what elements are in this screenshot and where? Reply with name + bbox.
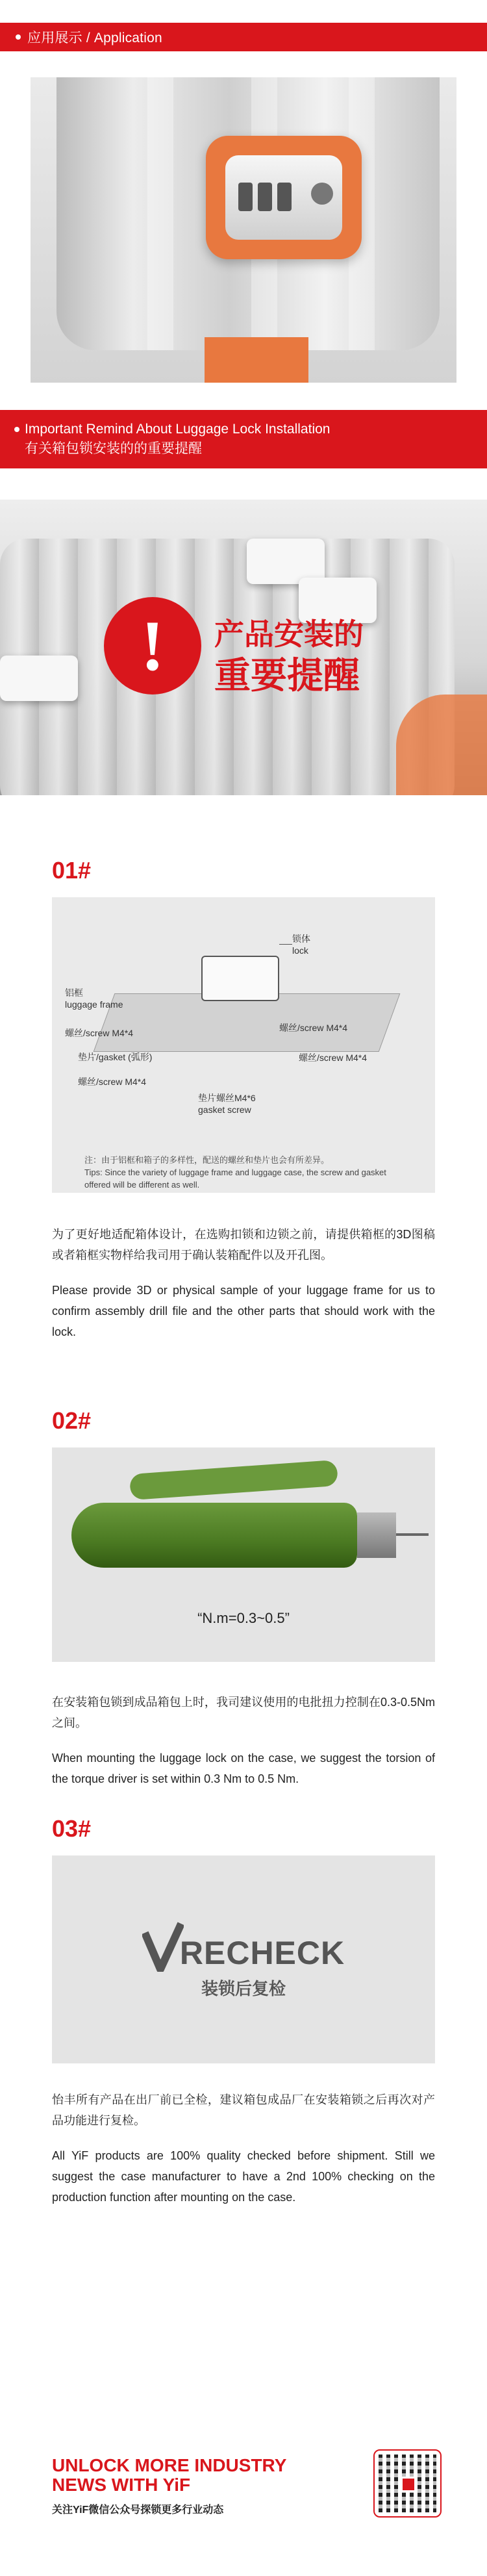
section2-text-en: When mounting the luggage lock on the case, we suggest the torsion of the torque driver is set within 0.3 Nm to 0.5 Nm. (52, 1752, 435, 1785)
label-screw-2: 螺丝/screw M4*4 (279, 1023, 348, 1033)
remind-title-cn: 有关箱包锁安装的的重要提醒 (25, 441, 202, 456)
section-number-03: 03# (52, 1815, 92, 1842)
label-gasket-screw: 垫片螺丝M4*6 gasket screw (198, 1093, 256, 1115)
installation-diagram (52, 897, 435, 1193)
section1-text-cn: 为了更好地适配箱体设计，在选购扣锁和边锁之前，请提供箱框的3D图稿或者箱框实物样给我司用于确认装箱配件以及开孔图。 (52, 1228, 435, 1262)
qr-code[interactable] (373, 2449, 442, 2518)
section3-text-cn: 怡丰所有产品在出厂前已全检，建议箱包成品厂在安装箱锁之后再次对产品功能进行复检。 (52, 2093, 435, 2127)
section-number-01: 01# (52, 857, 92, 884)
warning-line1: 产品安装的 (214, 617, 364, 651)
footer (52, 2456, 442, 2516)
remind-title-en: Important Remind About Luggage Lock Installation (25, 422, 331, 437)
warning-line2: 重要提醒 (214, 655, 360, 696)
qr-logo-icon (401, 2477, 416, 2492)
recheck-cn: 装锁后复检 (201, 1978, 286, 1998)
keyhole-icon (311, 183, 333, 205)
note-cn: 注：由于铝框和箱子的多样性，配送的螺丝和垫片也会有所差异。 (84, 1155, 330, 1165)
warning-text (214, 613, 364, 696)
footer-title-line2: NEWS WITH YiF (52, 2475, 191, 2495)
section3-text-en: All YiF products are 100% quality checked before shipment. Still we suggest the case manufacturer to have a 2nd 100% checking on the production function after mounting on the case. (52, 2149, 435, 2204)
label-screw-4: 螺丝/screw M4*4 (78, 1077, 147, 1087)
label-lock: 锁体 lock (292, 934, 310, 956)
note-en: Tips: Since the variety of luggage frame and luggage case, the screw and gasket offered will be different as well. (84, 1167, 386, 1190)
label-screw-1: 螺丝/screw M4*4 (65, 1028, 134, 1038)
lock-shape (201, 956, 279, 1001)
luggage-frame-shape (94, 993, 401, 1052)
bullet-icon (16, 34, 21, 40)
label-gasket: 垫片/gasket (弧形) (78, 1052, 153, 1062)
footer-subtitle: 关注YiF微信公众号探锁更多行业动态 (52, 2505, 224, 2516)
application-photo (31, 77, 456, 383)
label-screw-3: 螺丝/screw M4*4 (299, 1052, 368, 1063)
checkmark-icon (142, 1920, 184, 1972)
section1-text-en: Please provide 3D or physical sample of your luggage frame for us to confirm assembly drill file and the other parts that should work with the lock. (52, 1284, 435, 1338)
recheck-word: RECHECK (179, 1934, 345, 1971)
section-number-02: 02# (52, 1407, 92, 1434)
section2-text-cn: 在安装箱包锁到成品箱包上时，我司建议使用的电批扭力控制在0.3-0.5Nm之间。 (52, 1696, 435, 1729)
application-title: 应用展示 / Application (27, 31, 162, 45)
torque-value: “N.m=0.3~0.5” (197, 1610, 290, 1626)
label-frame: 铝框 luggage frame (65, 988, 123, 1010)
recheck-image (52, 1855, 435, 2063)
diagram-note (84, 1154, 409, 1191)
application-banner (0, 23, 487, 51)
bullet-icon (14, 427, 19, 432)
torque-driver-image (52, 1447, 435, 1662)
orange-tab-image (205, 337, 308, 383)
remind-banner (0, 410, 487, 468)
warning-photo (0, 500, 487, 795)
footer-title-line1: UNLOCK MORE INDUSTRY (52, 2455, 287, 2475)
orange-lock-image (206, 136, 362, 259)
exclamation-icon: ! (104, 597, 201, 695)
